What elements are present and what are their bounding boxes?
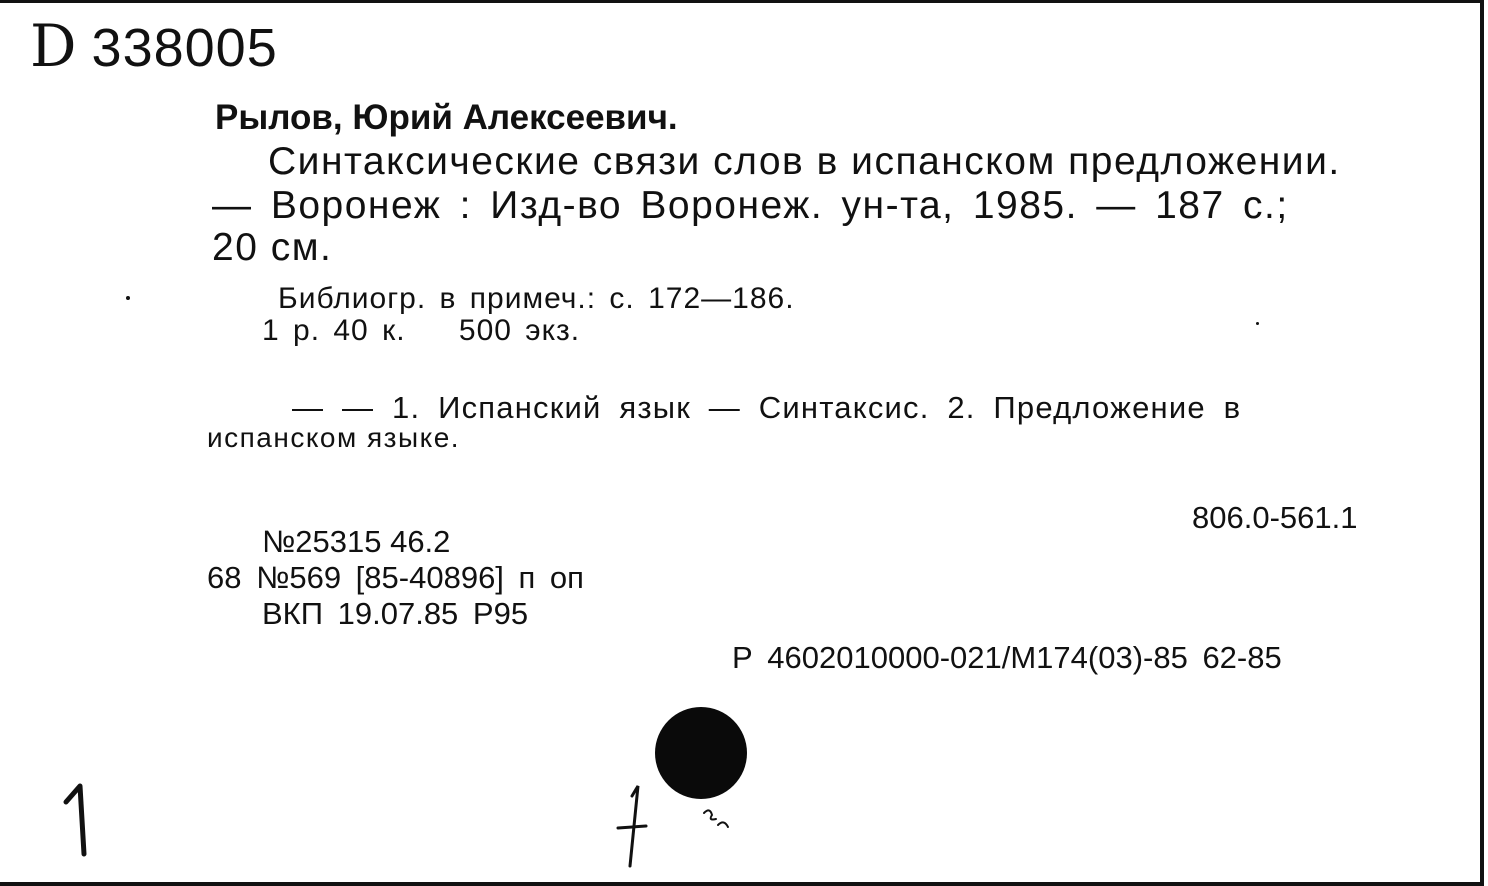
stamp-number: 338005 xyxy=(91,18,278,78)
publisher-code-line: Р 4602010000-021/М174(03)-85 62-85 xyxy=(732,640,1282,675)
bibliography-note: Библиогр. в примеч.: с. 172—186. xyxy=(278,282,795,315)
catalog-stamp xyxy=(30,14,278,80)
speck-right xyxy=(1256,322,1259,325)
title-line-2: — Воронеж : Изд-во Воронеж. ун-та, 1985. — 187 с.; xyxy=(212,184,1289,227)
speck-left xyxy=(126,296,130,300)
registry-code-3: ВКП 19.07.85 Р95 xyxy=(262,596,529,631)
registry-code-1: №25315 46.2 xyxy=(262,524,451,559)
subject-line-1: — — 1. Испанский язык — Синтаксис. 2. Предложение в xyxy=(292,390,1242,425)
handwritten-mark-center xyxy=(612,780,672,870)
udc-code: 806.0-561.1 xyxy=(1192,500,1358,535)
title-line-1: Синтаксические связи слов в испанском предложении. xyxy=(268,140,1341,183)
title-line-3: 20 см. xyxy=(212,226,333,269)
subject-line-2: испанском языке. xyxy=(207,422,461,453)
registry-code-2: 68 №569 [85-40896] п оп xyxy=(207,560,584,595)
price-copies-note: 1 р. 40 к. 500 экз. xyxy=(262,314,581,347)
author-heading: Рылов, Юрий Алексеевич. xyxy=(215,98,678,137)
handwritten-mark-small xyxy=(700,805,736,835)
stamp-letter: D xyxy=(30,12,77,80)
handwritten-mark-left xyxy=(58,780,98,860)
